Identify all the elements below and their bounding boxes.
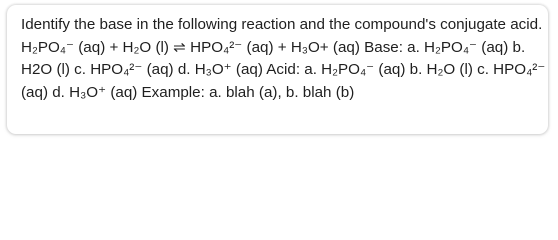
question-card	[7, 5, 548, 134]
question-text: Identify the base in the following reaction and the compound's conjugate acid. H₂PO₄⁻ (aq) + H₂O (l) ⇌ HPO₄²⁻ (aq) + H₃O+ (aq) Base: a. H₂PO₄⁻ (aq) b. H2O (l) c. HPO₄²⁻ (aq) d. H₃O⁺ (aq) Acid: a. H₂PO₄⁻ (aq) b. H₂O (l) c. HPO₄²⁻ (aq) d. H₃O⁺ (aq) Example: a. blah (a), b. blah (b)	[21, 16, 546, 101]
